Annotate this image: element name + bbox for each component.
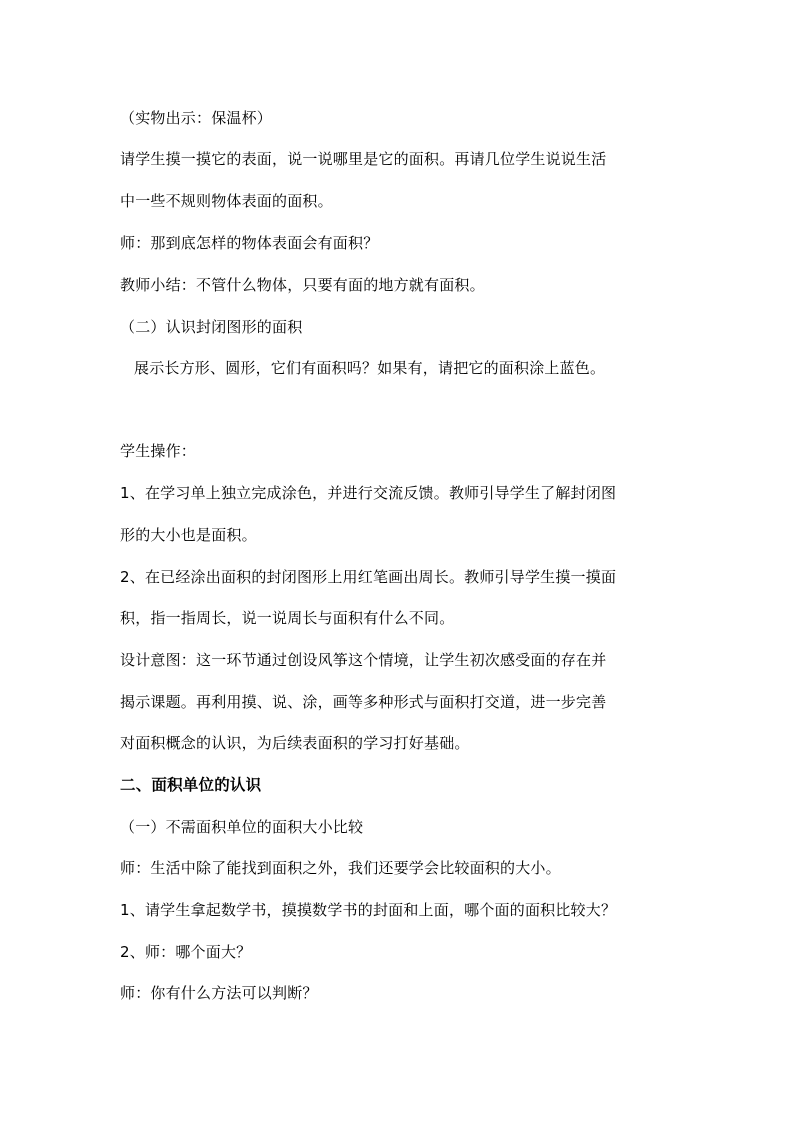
section-heading: （一）不需面积单位的面积大小比较 [120, 818, 364, 836]
text-line: 形的大小也是面积。 [120, 526, 257, 544]
text-line: 积，指一指周长，说一说周长与面积有什么不同。 [120, 609, 455, 627]
text-line: 对面积概念的认识，为后续表面积的学习打好基础。 [120, 734, 470, 752]
text-line: 1、请学生拿起数学书，摸摸数学书的封面和上面，哪个面的面积比较大？ [120, 901, 617, 919]
text-line: 揭示课题。再利用摸、说、涂，画等多种形式与面积打交道，进一步完善 [120, 693, 607, 711]
text-line: 2、在已经涂出面积的封闭图形上用红笔画出周长。教师引导学生摸一摸面 [120, 568, 617, 586]
text-line: 1、在学习单上独立完成涂色，并进行交流反馈。教师引导学生了解封闭图 [120, 484, 617, 502]
text-line: 展示长方形、圆形，它们有面积吗？如果有，请把它的面积涂上蓝色。 [134, 359, 606, 377]
text-line: 师：生活中除了能找到面积之外，我们还要学会比较面积的大小。 [120, 859, 561, 877]
text-line: 请学生摸一摸它的表面，说一说哪里是它的面积。再请几位学生说说生活 [120, 150, 607, 168]
text-line: 2、师：哪个面大？ [120, 943, 252, 961]
text-line: 师：你有什么方法可以判断？ [120, 984, 318, 1002]
text-line: 中一些不规则物体表面的面积。 [120, 192, 333, 210]
text-line: 设计意图：这一环节通过创设风筝这个情境，让学生初次感受面的存在并 [120, 651, 607, 669]
text-line: 学生操作： [120, 442, 197, 460]
text-line: （实物出示：保温杯） [120, 109, 273, 127]
main-heading: 二、面积单位的认识 [120, 776, 262, 794]
text-line: 师：那到底怎样的物体表面会有面积？ [120, 234, 379, 252]
section-heading: （二）认识封闭图形的面积 [120, 318, 303, 336]
text-line: 教师小结：不管什么物体，只要有面的地方就有面积。 [120, 276, 485, 294]
